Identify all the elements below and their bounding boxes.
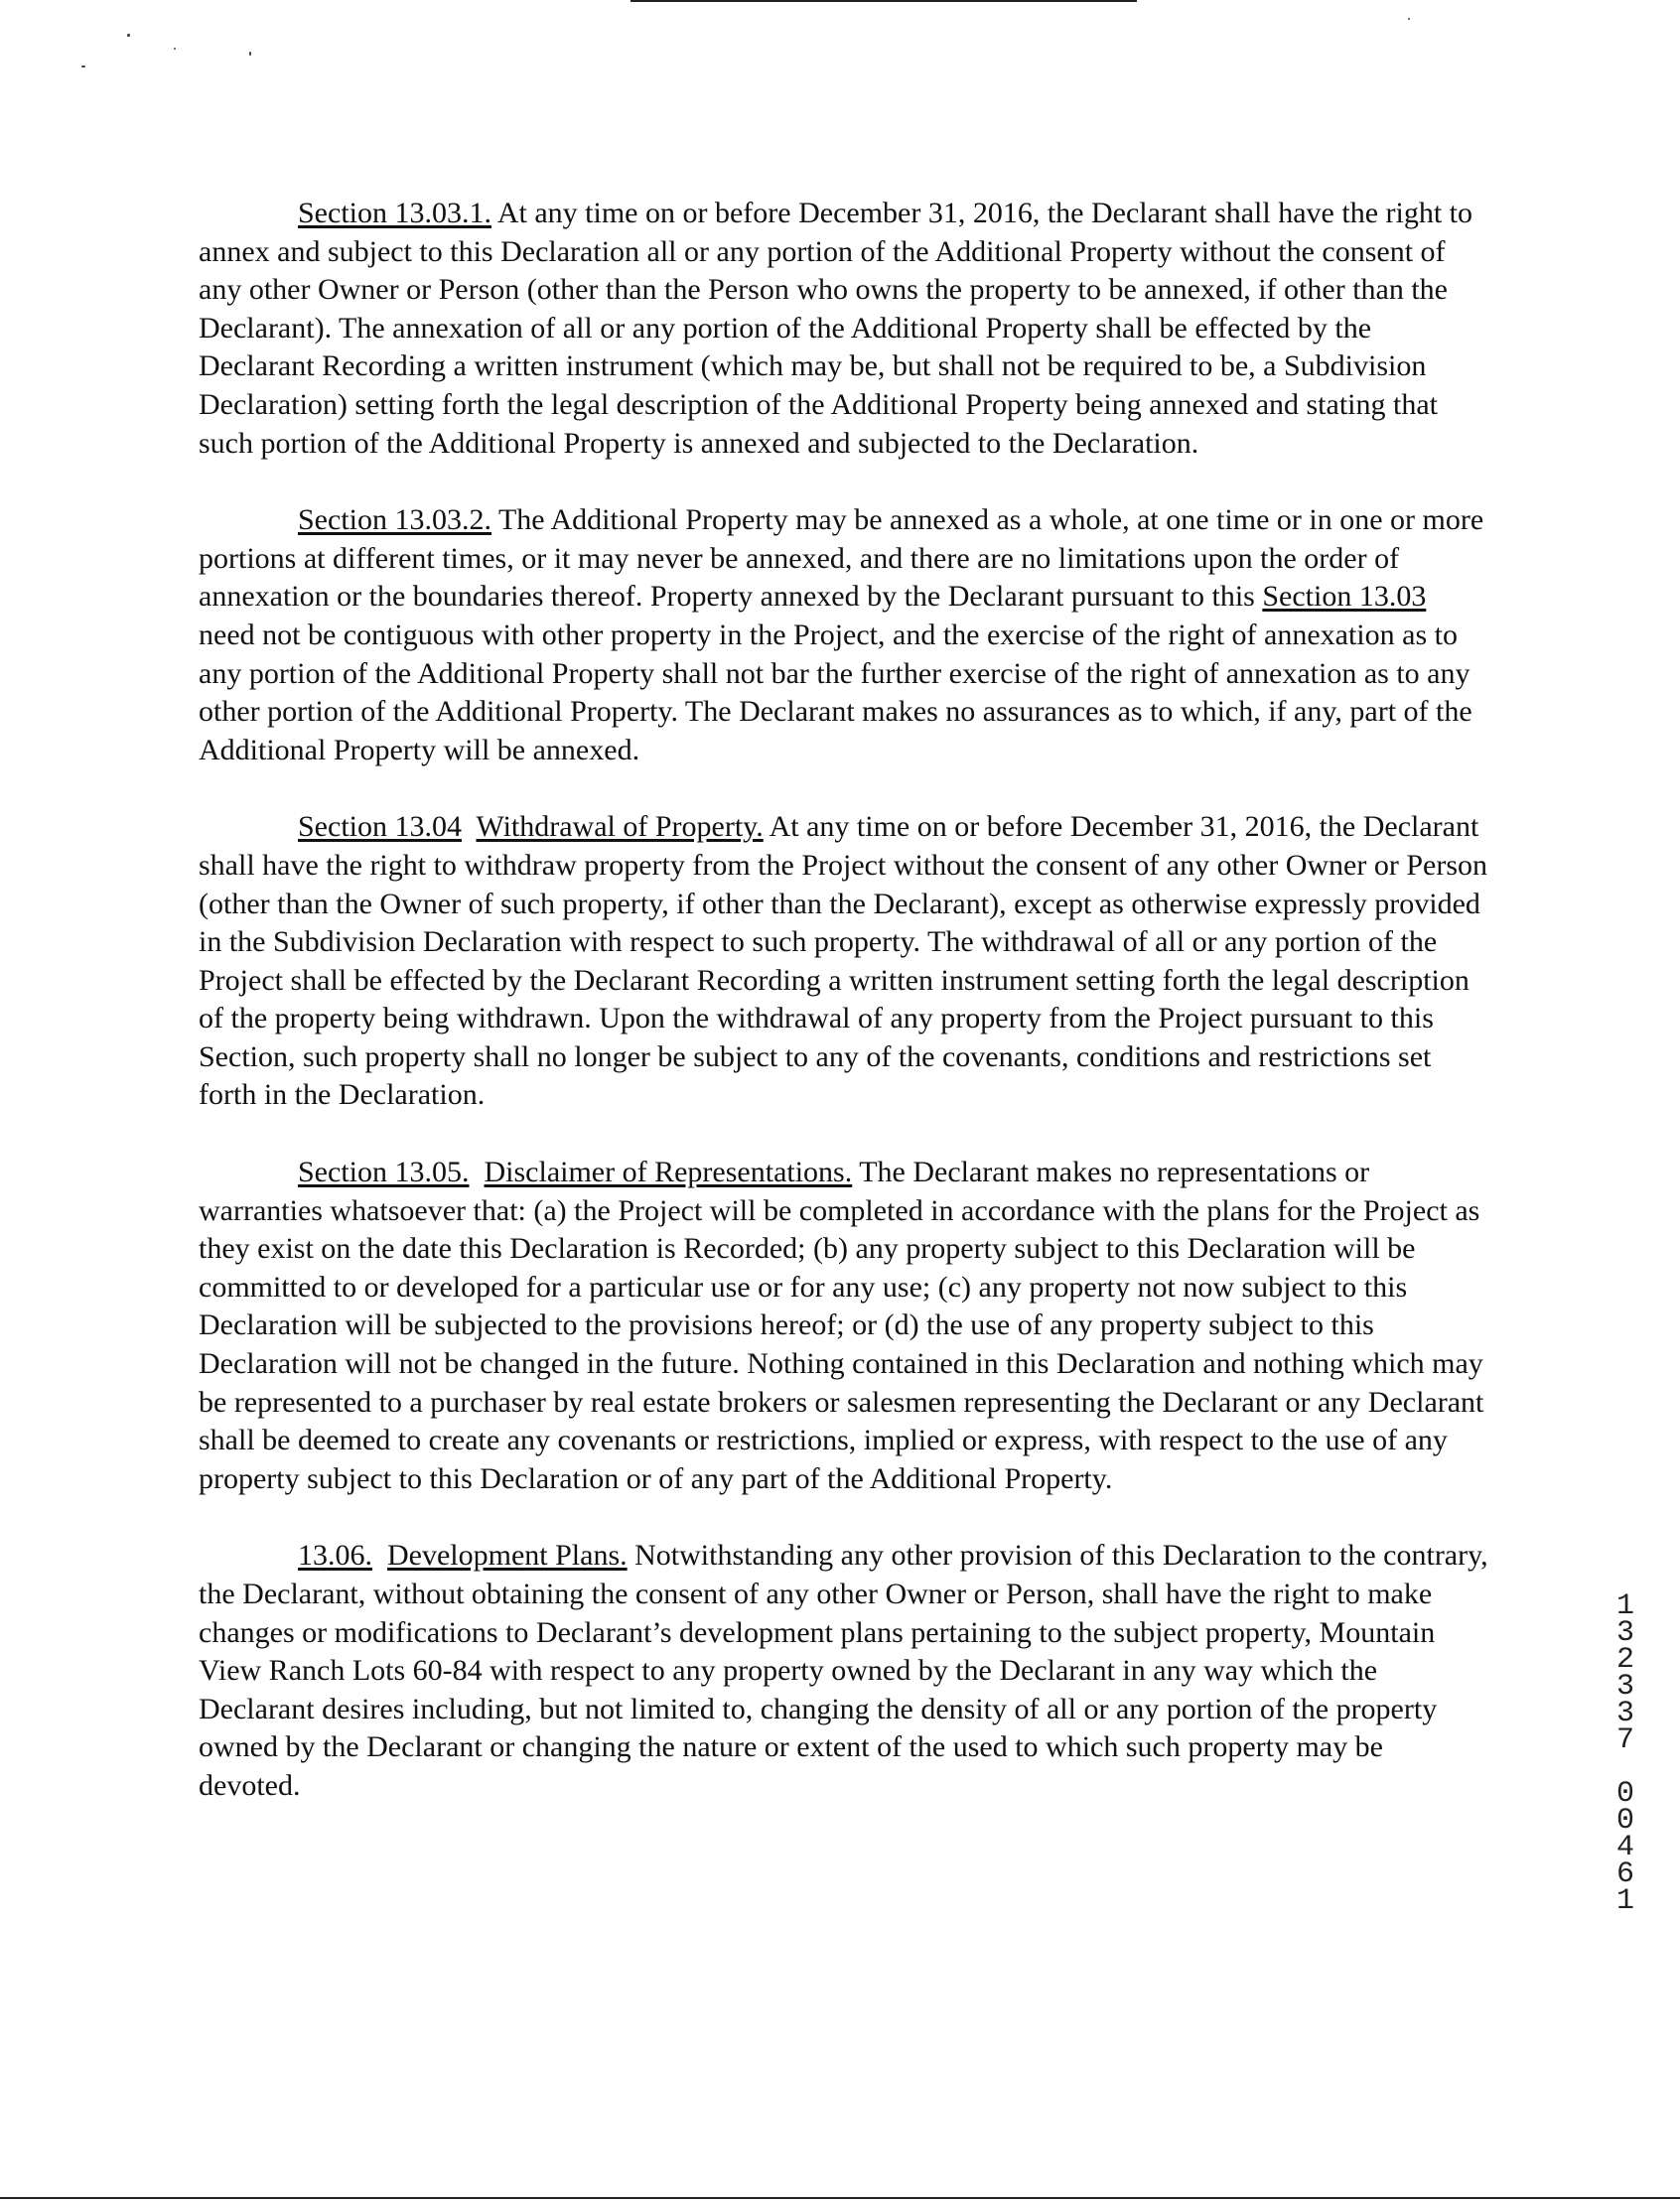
section-text: At any time on or before December 31, 2016, the Declarant shall have the right to withdraw property from the Project without the consent of any other Owner or Person (other than the Owner of such property, if other than the Declarant), except as otherwise expressly provided in the Subdivision Declaration with respect to such property. The withdrawal of all or any portion of the Project shall be effected by the Declarant Recording a written instrument setting forth the legal description of the property being withdrawn. Upon the withdrawal of any property from the Project pursuant to this Section, such property shall no longer be subject to any of the covenants, conditions and restrictions set forth in the Declaration. — [199, 810, 1488, 1112]
stamp-digit: 2 — [1615, 1643, 1634, 1677]
section-title: Withdrawal of Property. — [476, 810, 764, 844]
stamp-digit: 6 — [1615, 1858, 1634, 1891]
section-title: Development Plans. — [387, 1539, 628, 1573]
scan-speck — [1408, 18, 1410, 20]
section-13-03-1 — [199, 195, 1489, 463]
section-heading: 13.06. — [298, 1539, 372, 1573]
section-reference: Section 13.03 — [1262, 580, 1427, 614]
section-heading: Section 13.04 — [298, 810, 462, 844]
scan-speck — [249, 52, 251, 56]
section-13-06 — [199, 1537, 1489, 1805]
top-scan-rule — [630, 0, 1137, 2]
stamp-digit: 0 — [1615, 1804, 1634, 1838]
scan-speck — [127, 34, 130, 37]
stamp-digit: 7 — [1615, 1723, 1634, 1757]
scan-speck — [81, 66, 85, 68]
section-13-04 — [199, 808, 1489, 1115]
scan-speck — [174, 48, 176, 50]
section-text: At any time on or before December 31, 2016, the Declarant shall have the right to annex and subject to this Declaration all or any portion of the Additional Property without the consent of any other Owner or Person (other than the Person who owns the property to be annexed, if other than the Declarant). The annexation of all or any portion of the Additional Property shall be effected by the Declarant Recording a written instrument (which may be, but shall not be required to be, a Subdivision Declaration) setting forth the legal description of the Additional Property being annexed and stating that such portion of the Additional Property is annexed and subjected to the Declaration. — [199, 197, 1473, 460]
section-text: Notwithstanding any other provision of this Declaration to the contrary, the Declarant, without obtaining the consent of any other Owner or Person, shall have the right to make changes or modifications to Declarant’s development plans pertaining to the subject property, Mountain View Ranch Lots 60-84 with respect to any property owned by the Declarant in any way which the Declarant desires including, but not limited to, changing the density of all or any portion of the property owned by the Declarant or changing the nature or extent of the used to which such property may be devoted. — [199, 1539, 1488, 1802]
stamp-digit: 0 — [1615, 1777, 1634, 1811]
section-heading: Section 13.03.2. — [298, 503, 491, 537]
document-body — [199, 195, 1489, 1845]
stamp-digit: 4 — [1615, 1831, 1634, 1864]
section-heading: Section 13.05. — [298, 1156, 470, 1189]
stamp-digit: 1 — [1615, 1884, 1634, 1918]
stamp-digit: 3 — [1615, 1616, 1634, 1650]
section-heading: Section 13.03.1. — [298, 197, 491, 229]
section-text: need not be contiguous with other property in the Project, and the exercise of the right of annexation as to any portion of the Additional Property shall not bar the further exercise of the right of annexation as to any other portion of the Additional Property. The Declarant makes no assurances as to which, if any, part of the Additional Property will be annexed. — [199, 618, 1472, 766]
section-13-03-2 — [199, 501, 1489, 769]
stamp-digit: 1 — [1615, 1589, 1634, 1623]
section-13-05 — [199, 1154, 1489, 1498]
recording-number-stamp — [1610, 1589, 1640, 1918]
section-text: The Additional Property may be annexed as a whole, at one time or in one or more portions at different times, or it may never be annexed, and there are no limitations upon the order of annexation or the boundaries thereof. Property annexed by the Declarant pursuant to this — [199, 503, 1484, 614]
section-title: Disclaimer of Representations. — [484, 1156, 853, 1189]
bottom-scan-rule — [0, 2197, 1680, 2199]
section-text: The Declarant makes no representations or warranties whatsoever that: (a) the Project will be completed in accordance with the plans for the Project as they exist on the date this Declaration is Recorded; (b) any property subject to this Declaration will be committed to or developed for a particular use or for any use; (c) any property not now subject to this Declaration will be subjected to the provisions hereof; or (d) the use of any property subject to this Declaration will not be changed in the future. Nothing contained in this Declaration and nothing which may be represented to a purchaser by real estate brokers or salesmen representing the Declarant or any Declarant shall be deemed to create any covenants or restrictions, implied or express, with respect to the use of any property subject to this Declaration or of any part of the Additional Property. — [199, 1156, 1484, 1495]
stamp-digit: 3 — [1615, 1670, 1634, 1704]
stamp-digit: 3 — [1615, 1697, 1634, 1730]
